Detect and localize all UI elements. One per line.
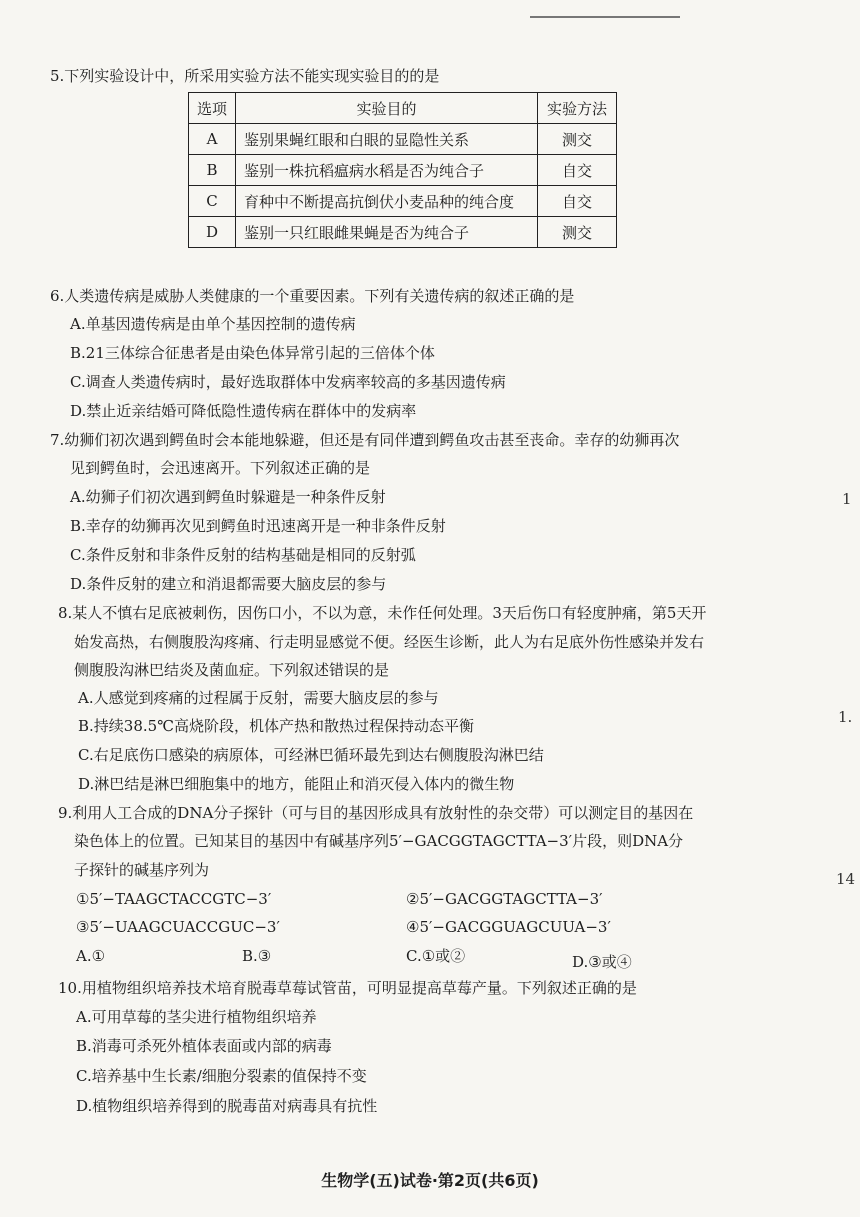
q8-option-c: C.右足底伤口感染的病原体，可经淋巴循环最先到达右侧腹股沟淋巴结 (78, 746, 544, 764)
question-5-table (188, 92, 617, 248)
table-header-row (189, 93, 617, 124)
row-method: 自交 (538, 186, 617, 217)
question-8-stem-3: 侧腹股沟淋巴结炎及菌血症。下列叙述错误的是 (74, 661, 390, 679)
q10-option-b: B.消毒可杀死外植体表面或内部的病毒 (76, 1037, 332, 1055)
row-label: C (189, 186, 236, 217)
q9-sequence-2: ②5′−GACGGTAGCTTA−3′ (406, 890, 603, 908)
header-purpose: 实验目的 (236, 93, 538, 124)
q8-option-d: D.淋巴结是淋巴细胞集中的地方，能阻止和消灭侵入体内的微生物 (78, 775, 515, 793)
q9-option-c: C.①或② (406, 947, 466, 965)
q10-option-a: A.可用草莓的茎尖进行植物组织培养 (76, 1008, 317, 1026)
row-label: A (189, 124, 236, 155)
page-footer: 生物学(五)试卷·第2页(共6页) (321, 1171, 539, 1190)
table-row (189, 155, 617, 186)
question-5-stem: 5.下列实验设计中，所采用实验方法不能实现实验目的的是 (50, 67, 440, 85)
q7-option-a: A.幼狮子们初次遇到鳄鱼时躲避是一种条件反射 (70, 488, 386, 506)
q9-option-a: A.① (76, 947, 106, 965)
row-purpose: 鉴别一只红眼雌果蝇是否为纯合子 (236, 217, 538, 248)
question-7-stem-1: 7.幼狮们初次遇到鳄鱼时会本能地躲避，但还是有同伴遭到鳄鱼攻击甚至丧命。幸存的幼狮再次 (50, 431, 680, 449)
q9-option-b: B.③ (242, 947, 272, 965)
question-7-stem-2: 见到鳄鱼时，会迅速离开。下列叙述正确的是 (70, 459, 371, 477)
q6-option-d: D.禁止近亲结婚可降低隐性遗传病在群体中的发病率 (70, 402, 417, 420)
q8-option-b: B.持续38.5℃高烧阶段，机体产热和散热过程保持动态平衡 (78, 717, 474, 735)
q9-sequence-3: ③5′−UAAGCUACCGUC−3′ (76, 918, 280, 936)
table-row (189, 124, 617, 155)
question-6-stem: 6.人类遗传病是威胁人类健康的一个重要因素。下列有关遗传病的叙述正确的是 (50, 287, 575, 305)
q7-option-c: C.条件反射和非条件反射的结构基础是相同的反射弧 (70, 546, 416, 564)
row-method: 自交 (538, 155, 617, 186)
row-method: 测交 (538, 124, 617, 155)
margin-number: 1. (838, 708, 853, 726)
row-purpose: 育种中不断提高抗倒伏小麦品种的纯合度 (236, 186, 538, 217)
question-9-stem-2: 染色体上的位置。已知某目的基因中有碱基序列5′−GACGGTAGCTTA−3′片段，则DNA分 (74, 832, 684, 850)
header-method: 实验方法 (538, 93, 617, 124)
table-row (189, 186, 617, 217)
question-9-stem-3: 子探针的碱基序列为 (74, 861, 210, 879)
q8-option-a: A.人感觉到疼痛的过程属于反射，需要大脑皮层的参与 (78, 689, 439, 707)
q10-option-d: D.植物组织培养得到的脱毒苗对病毒具有抗性 (76, 1097, 378, 1115)
q10-option-c: C.培养基中生长素/细胞分裂素的值保持不变 (76, 1067, 367, 1085)
header-option: 选项 (189, 93, 236, 124)
row-label: D (189, 217, 236, 248)
row-purpose: 鉴别一株抗稻瘟病水稻是否为纯合子 (236, 155, 538, 186)
q9-sequence-1: ①5′−TAAGCTACCGTC−3′ (76, 890, 272, 908)
row-method: 测交 (538, 217, 617, 248)
q6-option-c: C.调查人类遗传病时，最好选取群体中发病率较高的多基因遗传病 (70, 373, 506, 391)
table-row (189, 217, 617, 248)
q6-option-a: A.单基因遗传病是由单个基因控制的遗传病 (70, 315, 356, 333)
margin-number: 1 (842, 490, 852, 508)
q9-option-d: D.③或④ (572, 953, 632, 971)
row-label: B (189, 155, 236, 186)
row-purpose: 鉴别果蝇红眼和白眼的显隐性关系 (236, 124, 538, 155)
q7-option-b: B.幸存的幼狮再次见到鳄鱼时迅速离开是一种非条件反射 (70, 517, 446, 535)
question-10-stem: 10.用植物组织培养技术培育脱毒草莓试管苗，可明显提高草莓产量。下列叙述正确的是 (58, 979, 637, 997)
q7-option-d: D.条件反射的建立和消退都需要大脑皮层的参与 (70, 575, 387, 593)
question-8-stem-2: 始发高热，右侧腹股沟疼痛、行走明显感觉不便。经医生诊断，此人为右足底外伤性感染并发右 (74, 633, 705, 651)
question-8-stem-1: 8.某人不慎右足底被刺伤，因伤口小，不以为意，未作任何处理。3天后伤口有轻度肿痛，第5天开 (58, 604, 707, 622)
scan-artifact (530, 4, 680, 8)
margin-number: 14 (836, 870, 856, 888)
q6-option-b: B.21三体综合征患者是由染色体异常引起的三倍体个体 (70, 344, 435, 362)
q9-sequence-4: ④5′−GACGGUAGCUUA−3′ (406, 918, 611, 936)
question-9-stem-1: 9.利用人工合成的DNA分子探针（可与目的基因形成具有放射性的杂交带）可以测定目的基因在 (58, 804, 694, 822)
